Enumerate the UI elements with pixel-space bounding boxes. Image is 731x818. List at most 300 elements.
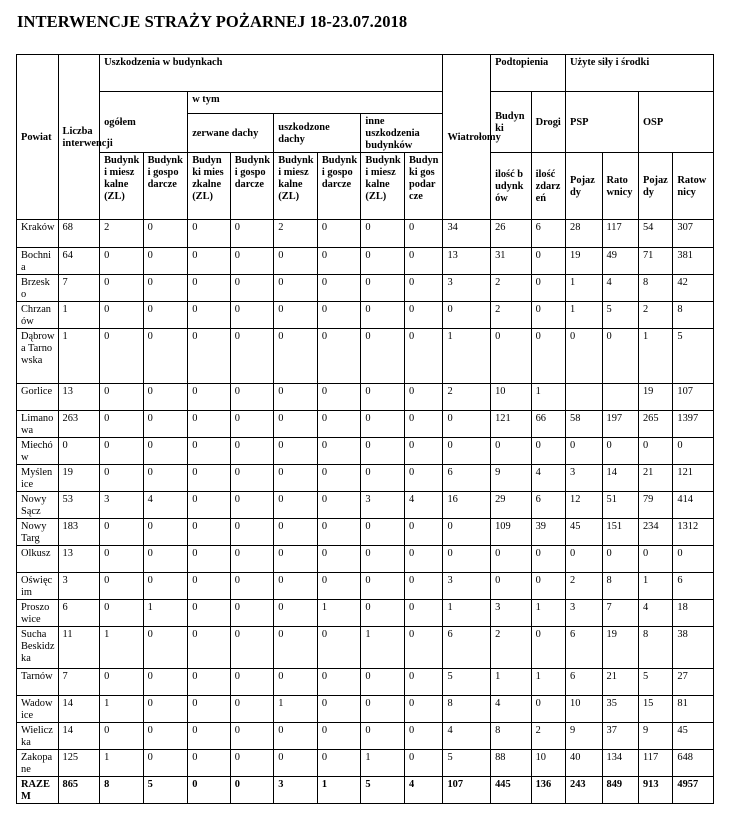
row-value-cell: 0 <box>188 519 231 546</box>
row-value-cell: 263 <box>58 411 100 438</box>
row-value-cell: 414 <box>673 492 714 519</box>
row-value-cell: 21 <box>602 669 638 696</box>
row-value-cell: 11 <box>58 627 100 669</box>
row-value-cell: 0 <box>317 723 361 750</box>
table-row <box>17 384 714 411</box>
row-value-cell: 9 <box>566 723 602 750</box>
row-value-cell: 0 <box>361 220 405 248</box>
interventions-table <box>16 54 714 804</box>
row-value-cell: 234 <box>638 519 672 546</box>
row-value-cell: 0 <box>531 329 565 384</box>
row-value-cell: 0 <box>404 723 442 750</box>
row-value-cell: 18 <box>673 600 714 627</box>
row-value-cell: 307 <box>673 220 714 248</box>
row-value-cell: 2 <box>491 275 532 302</box>
row-value-cell: 0 <box>317 696 361 723</box>
row-value-cell: 0 <box>188 573 231 600</box>
row-value-cell: 0 <box>230 492 274 519</box>
row-value-cell: 0 <box>100 384 144 411</box>
row-value-cell: 0 <box>230 248 274 275</box>
row-value-cell: 4 <box>443 723 491 750</box>
row-value-cell: 0 <box>317 411 361 438</box>
row-value-cell: 1 <box>638 573 672 600</box>
row-value-cell: 0 <box>188 723 231 750</box>
row-value-cell: 0 <box>230 546 274 573</box>
row-value-cell: 4 <box>638 600 672 627</box>
table-row <box>17 669 714 696</box>
row-value-cell: 0 <box>230 777 274 804</box>
row-value-cell: 0 <box>361 329 405 384</box>
row-value-cell: 0 <box>274 465 318 492</box>
row-value-cell: 6 <box>443 627 491 669</box>
header-osp: OSP <box>638 92 713 153</box>
table-row <box>17 465 714 492</box>
row-value-cell: 136 <box>531 777 565 804</box>
row-value-cell: 0 <box>531 302 565 329</box>
row-value-cell: 0 <box>531 573 565 600</box>
row-value-cell: 121 <box>491 411 532 438</box>
row-value-cell: 34 <box>443 220 491 248</box>
row-value-cell: 0 <box>274 329 318 384</box>
row-value-cell: 0 <box>404 438 442 465</box>
row-value-cell: 0 <box>274 627 318 669</box>
row-value-cell: 8 <box>638 627 672 669</box>
row-value-cell: 0 <box>673 546 714 573</box>
row-value-cell: 0 <box>361 723 405 750</box>
row-value-cell: 1397 <box>673 411 714 438</box>
row-powiat-name: Wieliczka <box>17 723 59 750</box>
row-value-cell: 37 <box>602 723 638 750</box>
table-row <box>17 696 714 723</box>
row-value-cell: 0 <box>230 750 274 777</box>
row-value-cell: 88 <box>491 750 532 777</box>
row-value-cell: 0 <box>602 329 638 384</box>
row-value-cell: 0 <box>230 411 274 438</box>
row-value-cell: 0 <box>602 438 638 465</box>
row-value-cell: 10 <box>566 696 602 723</box>
row-value-cell: 29 <box>491 492 532 519</box>
row-value-cell: 0 <box>230 669 274 696</box>
row-value-cell: 1 <box>491 669 532 696</box>
row-value-cell: 58 <box>566 411 602 438</box>
row-value-cell: 2 <box>100 220 144 248</box>
table-total-row <box>17 777 714 804</box>
row-value-cell: 0 <box>188 546 231 573</box>
row-value-cell: 0 <box>443 302 491 329</box>
row-value-cell: 0 <box>566 438 602 465</box>
header-zerwane-dachy: zerwane dachy <box>188 114 274 153</box>
row-value-cell: 3 <box>361 492 405 519</box>
row-value-cell: 6 <box>531 220 565 248</box>
row-value-cell: 0 <box>361 384 405 411</box>
subheader-gospodarcze: Budynki gospodarcze <box>230 153 274 220</box>
row-value-cell: 15 <box>638 696 672 723</box>
subheader-mieszkalne: Budynki mieszkalne (ZL) <box>361 153 405 220</box>
header-wiatrolomy: Wiatrołomy <box>443 55 491 220</box>
row-value-cell: 3 <box>443 573 491 600</box>
row-value-cell: 0 <box>274 384 318 411</box>
row-value-cell: 0 <box>143 696 188 723</box>
row-value-cell: 0 <box>317 438 361 465</box>
row-value-cell: 0 <box>143 438 188 465</box>
row-value-cell: 0 <box>404 696 442 723</box>
row-value-cell <box>566 384 602 411</box>
row-value-cell: 1 <box>566 275 602 302</box>
header-uszkodzone-dachy: uszkodzone dachy <box>274 114 361 153</box>
row-value-cell: 8 <box>602 573 638 600</box>
row-value-cell: 0 <box>188 248 231 275</box>
subheader-mieszkalne: Budynki mieszkalne (ZL) <box>100 153 144 220</box>
row-value-cell: 68 <box>58 220 100 248</box>
row-value-cell: 19 <box>602 627 638 669</box>
row-value-cell: 5 <box>602 302 638 329</box>
row-value-cell: 26 <box>491 220 532 248</box>
row-value-cell: 0 <box>274 248 318 275</box>
table-row <box>17 302 714 329</box>
row-value-cell: 0 <box>143 384 188 411</box>
row-value-cell: 6 <box>531 492 565 519</box>
row-value-cell: 0 <box>531 546 565 573</box>
table-row <box>17 492 714 519</box>
table-body <box>17 220 714 804</box>
row-value-cell: 8 <box>443 696 491 723</box>
subheader-ilosc-budynkow: ilość budynków <box>491 153 532 220</box>
row-value-cell: 117 <box>638 750 672 777</box>
row-value-cell: 0 <box>100 465 144 492</box>
row-value-cell: 0 <box>361 519 405 546</box>
row-value-cell: 0 <box>230 573 274 600</box>
row-value-cell: 0 <box>361 696 405 723</box>
row-value-cell: 0 <box>317 573 361 600</box>
row-value-cell: 1 <box>361 627 405 669</box>
row-value-cell: 0 <box>230 723 274 750</box>
row-value-cell: 13 <box>58 384 100 411</box>
row-value-cell: 0 <box>531 275 565 302</box>
row-value-cell: 0 <box>443 519 491 546</box>
row-value-cell: 10 <box>531 750 565 777</box>
row-value-cell: 1 <box>531 669 565 696</box>
row-powiat-name: Sucha Beskidzka <box>17 627 59 669</box>
row-value-cell: 0 <box>361 302 405 329</box>
row-value-cell: 54 <box>638 220 672 248</box>
row-value-cell: 38 <box>673 627 714 669</box>
row-value-cell: 0 <box>100 411 144 438</box>
row-value-cell: 0 <box>188 220 231 248</box>
row-value-cell: 849 <box>602 777 638 804</box>
row-value-cell: 109 <box>491 519 532 546</box>
row-value-cell: 8 <box>100 777 144 804</box>
row-value-cell: 117 <box>602 220 638 248</box>
row-value-cell: 5 <box>673 329 714 384</box>
row-value-cell: 0 <box>361 546 405 573</box>
row-value-cell: 8 <box>491 723 532 750</box>
row-value-cell: 13 <box>443 248 491 275</box>
table-row <box>17 329 714 384</box>
row-value-cell: 0 <box>404 750 442 777</box>
row-value-cell: 0 <box>143 302 188 329</box>
row-powiat-name: Oświęcim <box>17 573 59 600</box>
row-value-cell: 81 <box>673 696 714 723</box>
row-value-cell: 0 <box>100 302 144 329</box>
row-value-cell: 0 <box>404 411 442 438</box>
row-value-cell: 1 <box>361 750 405 777</box>
row-value-cell: 0 <box>230 519 274 546</box>
row-value-cell: 0 <box>274 573 318 600</box>
subheader-psp-pojazdy: Pojazdy <box>566 153 602 220</box>
row-value-cell: 0 <box>188 411 231 438</box>
row-value-cell: 16 <box>443 492 491 519</box>
row-value-cell: 0 <box>361 411 405 438</box>
row-value-cell: 0 <box>404 465 442 492</box>
subheader-osp-pojazdy: Pojazdy <box>638 153 672 220</box>
row-value-cell: 0 <box>274 546 318 573</box>
row-value-cell: 1312 <box>673 519 714 546</box>
row-value-cell: 0 <box>404 519 442 546</box>
row-value-cell: 39 <box>531 519 565 546</box>
row-value-cell: 0 <box>143 411 188 438</box>
row-value-cell: 0 <box>230 627 274 669</box>
row-value-cell: 0 <box>317 465 361 492</box>
header-drogi: Drogi <box>531 92 565 153</box>
row-value-cell: 0 <box>443 546 491 573</box>
row-value-cell: 0 <box>274 438 318 465</box>
row-value-cell: 1 <box>531 384 565 411</box>
table-row <box>17 438 714 465</box>
row-value-cell: 0 <box>566 329 602 384</box>
row-value-cell: 0 <box>188 750 231 777</box>
row-value-cell: 66 <box>531 411 565 438</box>
row-powiat-name: Proszowice <box>17 600 59 627</box>
row-value-cell: 0 <box>491 438 532 465</box>
row-value-cell: 0 <box>317 248 361 275</box>
row-value-cell: 0 <box>673 438 714 465</box>
row-value-cell: 4 <box>531 465 565 492</box>
row-value-cell: 6 <box>566 669 602 696</box>
row-value-cell: 445 <box>491 777 532 804</box>
row-value-cell: 51 <box>602 492 638 519</box>
row-value-cell: 0 <box>317 329 361 384</box>
row-value-cell: 6 <box>58 600 100 627</box>
row-value-cell: 42 <box>673 275 714 302</box>
row-value-cell: 381 <box>673 248 714 275</box>
row-value-cell: 121 <box>673 465 714 492</box>
row-value-cell: 0 <box>404 546 442 573</box>
row-value-cell: 0 <box>58 438 100 465</box>
row-value-cell: 107 <box>673 384 714 411</box>
row-value-cell: 0 <box>143 465 188 492</box>
row-value-cell: 0 <box>274 302 318 329</box>
row-value-cell: 1 <box>100 696 144 723</box>
row-value-cell: 8 <box>673 302 714 329</box>
row-value-cell: 0 <box>602 546 638 573</box>
row-value-cell: 14 <box>602 465 638 492</box>
table-row <box>17 723 714 750</box>
row-value-cell: 2 <box>491 302 532 329</box>
row-value-cell: 28 <box>566 220 602 248</box>
row-value-cell: 1 <box>443 600 491 627</box>
row-value-cell: 4 <box>602 275 638 302</box>
row-value-cell: 0 <box>100 519 144 546</box>
row-value-cell: 1 <box>58 302 100 329</box>
row-value-cell: 913 <box>638 777 672 804</box>
row-value-cell: 8 <box>638 275 672 302</box>
header-uszkodzenia: Uszkodzenia w budynkach <box>100 55 443 92</box>
subheader-psp-ratownicy: Ratownicy <box>602 153 638 220</box>
row-value-cell: 0 <box>491 546 532 573</box>
header-budynki: Budynki <box>491 92 532 153</box>
row-value-cell: 0 <box>230 302 274 329</box>
row-value-cell: 0 <box>143 220 188 248</box>
row-value-cell: 0 <box>188 275 231 302</box>
row-value-cell: 4 <box>143 492 188 519</box>
row-powiat-name: Gorlice <box>17 384 59 411</box>
table-row <box>17 600 714 627</box>
row-value-cell: 3 <box>443 275 491 302</box>
subheader-mieszkalne: Budynki mieszkalne (ZL) <box>188 153 231 220</box>
row-value-cell: 0 <box>143 627 188 669</box>
row-value-cell: 0 <box>143 248 188 275</box>
row-value-cell: 1 <box>143 600 188 627</box>
row-value-cell: 53 <box>58 492 100 519</box>
row-value-cell: 0 <box>531 438 565 465</box>
row-value-cell: 0 <box>404 669 442 696</box>
row-value-cell: 79 <box>638 492 672 519</box>
row-value-cell: 0 <box>274 275 318 302</box>
row-value-cell: 0 <box>404 302 442 329</box>
row-value-cell: 2 <box>274 220 318 248</box>
row-value-cell: 0 <box>404 573 442 600</box>
row-value-cell: 7 <box>58 669 100 696</box>
subheader-mieszkalne: Budynki mieszkalne (ZL) <box>274 153 318 220</box>
row-value-cell: 2 <box>443 384 491 411</box>
row-value-cell: 0 <box>361 438 405 465</box>
row-value-cell: 0 <box>230 465 274 492</box>
row-value-cell: 0 <box>230 600 274 627</box>
row-value-cell: 0 <box>361 275 405 302</box>
row-value-cell: 5 <box>443 669 491 696</box>
row-value-cell: 2 <box>638 302 672 329</box>
row-value-cell: 0 <box>230 438 274 465</box>
row-value-cell: 0 <box>274 492 318 519</box>
row-value-cell: 0 <box>491 329 532 384</box>
row-value-cell: 1 <box>566 302 602 329</box>
row-value-cell: 134 <box>602 750 638 777</box>
row-value-cell: 151 <box>602 519 638 546</box>
row-value-cell: 0 <box>317 384 361 411</box>
row-value-cell: 0 <box>143 546 188 573</box>
row-value-cell: 0 <box>404 600 442 627</box>
row-value-cell: 3 <box>491 600 532 627</box>
row-value-cell: 0 <box>274 600 318 627</box>
row-powiat-name: Brzesko <box>17 275 59 302</box>
row-value-cell: 3 <box>566 600 602 627</box>
table-row <box>17 248 714 275</box>
row-value-cell: 6 <box>443 465 491 492</box>
row-powiat-name: Chrzanów <box>17 302 59 329</box>
row-value-cell: 27 <box>673 669 714 696</box>
row-powiat-name: Dąbrowa Tarnowska <box>17 329 59 384</box>
row-value-cell: 4 <box>404 777 442 804</box>
row-powiat-name: Tarnów <box>17 669 59 696</box>
row-value-cell: 0 <box>317 750 361 777</box>
header-psp: PSP <box>566 92 639 153</box>
row-value-cell: 7 <box>602 600 638 627</box>
row-value-cell: 0 <box>100 438 144 465</box>
row-value-cell: 40 <box>566 750 602 777</box>
row-value-cell: 0 <box>317 519 361 546</box>
row-value-cell: 0 <box>317 220 361 248</box>
row-value-cell: 3 <box>58 573 100 600</box>
row-value-cell: 0 <box>638 546 672 573</box>
row-value-cell: 0 <box>361 669 405 696</box>
row-value-cell: 0 <box>143 275 188 302</box>
row-value-cell: 0 <box>361 465 405 492</box>
row-value-cell: 0 <box>317 627 361 669</box>
table-row <box>17 627 714 669</box>
page-title: INTERWENCJE STRAŻY POŻARNEJ 18-23.07.2018 <box>17 12 408 31</box>
header-w-tym: w tym <box>188 92 443 114</box>
row-value-cell: 0 <box>361 573 405 600</box>
row-value-cell: 3 <box>100 492 144 519</box>
header-ogolem: ogółem <box>100 92 188 153</box>
header-inne-uszkodzenia: inne uszkodzenia budynków <box>361 114 443 153</box>
table-row <box>17 519 714 546</box>
row-powiat-name: Limanowa <box>17 411 59 438</box>
row-value-cell: 0 <box>317 302 361 329</box>
table-row <box>17 546 714 573</box>
row-value-cell: 13 <box>58 546 100 573</box>
row-value-cell: 0 <box>361 600 405 627</box>
row-value-cell: 0 <box>188 627 231 669</box>
row-value-cell: 10 <box>491 384 532 411</box>
row-value-cell: 19 <box>58 465 100 492</box>
row-value-cell: 5 <box>638 669 672 696</box>
row-powiat-name: RAZEM <box>17 777 59 804</box>
row-value-cell: 0 <box>531 696 565 723</box>
row-value-cell: 0 <box>404 329 442 384</box>
row-value-cell: 125 <box>58 750 100 777</box>
row-value-cell: 0 <box>100 546 144 573</box>
row-value-cell: 0 <box>230 384 274 411</box>
row-value-cell: 1 <box>317 600 361 627</box>
row-value-cell: 0 <box>188 465 231 492</box>
row-value-cell: 1 <box>317 777 361 804</box>
row-value-cell: 5 <box>443 750 491 777</box>
row-value-cell: 243 <box>566 777 602 804</box>
row-value-cell: 5 <box>143 777 188 804</box>
subheader-osp-ratownicy: Ratownicy <box>673 153 714 220</box>
row-value-cell: 0 <box>404 384 442 411</box>
row-value-cell: 648 <box>673 750 714 777</box>
row-powiat-name: Myślenice <box>17 465 59 492</box>
row-value-cell: 0 <box>404 220 442 248</box>
row-value-cell: 1 <box>58 329 100 384</box>
row-value-cell: 21 <box>638 465 672 492</box>
row-value-cell: 0 <box>100 248 144 275</box>
row-value-cell: 0 <box>230 220 274 248</box>
row-value-cell: 0 <box>188 384 231 411</box>
row-value-cell: 14 <box>58 696 100 723</box>
row-value-cell: 1 <box>274 696 318 723</box>
row-powiat-name: Zakopane <box>17 750 59 777</box>
header-uzyte-sily: Użyte siły i środki <box>566 55 714 92</box>
row-value-cell: 45 <box>673 723 714 750</box>
row-value-cell: 0 <box>188 438 231 465</box>
row-value-cell: 0 <box>274 750 318 777</box>
subheader-gospodarcze: Budynki gospodarcze <box>317 153 361 220</box>
table-row <box>17 411 714 438</box>
row-value-cell: 0 <box>274 723 318 750</box>
